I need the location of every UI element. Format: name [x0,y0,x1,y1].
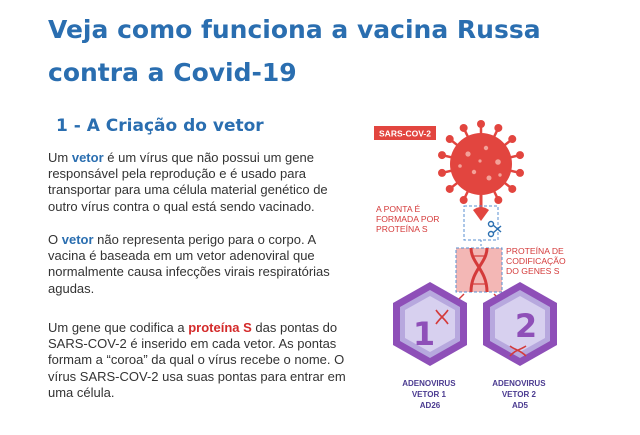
spike-label: A PONTA É FORMADA POR PROTEÍNA S [376,204,440,234]
spike-head [477,120,485,128]
paragraph-vector-safety [48,232,348,297]
paragraph-protein-s [48,320,348,401]
keyword-vetor: vetor [71,150,104,165]
virus-icon [450,133,512,195]
vector-1-number: 1 [412,315,436,353]
paragraph-vector-definition [48,150,348,215]
vector-1-caption: ADENOVIRUS VETOR 1 AD26 [402,379,456,410]
virus-tag-label: SARS-COV-2 [379,128,431,139]
paragraph-text: não representa perigo para o corpo. A vacina é baseada em um vetor adenoviral que normalmente causa infecções virais respiratórias agudas. [48,232,330,296]
scissors-icon [489,222,502,237]
paragraph-text: O [48,232,62,247]
spike-head [438,169,446,177]
spike-head [446,135,454,143]
spike-head [494,124,502,132]
spike-head [460,124,468,132]
section-title: 1 - A Criação do vetor [56,116,264,136]
spike-head [494,196,502,204]
spike-head [508,185,516,193]
gene-label: PROTEÍNA DE CODIFICAÇÃO DO GENES S [506,246,566,276]
vector-2-caption: ADENOVIRUS VETOR 2 AD5 [492,379,546,410]
spike-head [508,135,516,143]
spike-head [446,185,454,193]
paragraph-text: Um gene que codifica a [48,320,189,335]
page-title: Veja como funciona a vacina Russa contra a Covid-19 [48,15,541,87]
keyword-vetor: vetor [61,232,94,247]
spike-head [516,169,524,177]
spike-head [460,196,468,204]
paragraph-text: é um vírus que não possui um gene responsável pela reprodução e é usado para transportar para uma célula material genético de outro vírus contra o qual está sendo vacinado. [48,150,328,214]
paragraph-text: das pontas do SARS-COV-2 é inserido em cada vetor. As pontas formam a “coroa” da qual o vírus recebe o nome. O vírus SARS-COV-2 usa suas pontas para entrar em uma célula. [48,320,346,400]
vaccine-diagram [360,118,635,428]
spike-head [516,151,524,159]
spike-head [438,151,446,159]
highlighted-spike-icon [473,207,489,221]
paragraph-text: Um [48,150,72,165]
keyword-proteina-s: proteína S [188,320,252,335]
vector-2-number: 2 [514,307,538,345]
